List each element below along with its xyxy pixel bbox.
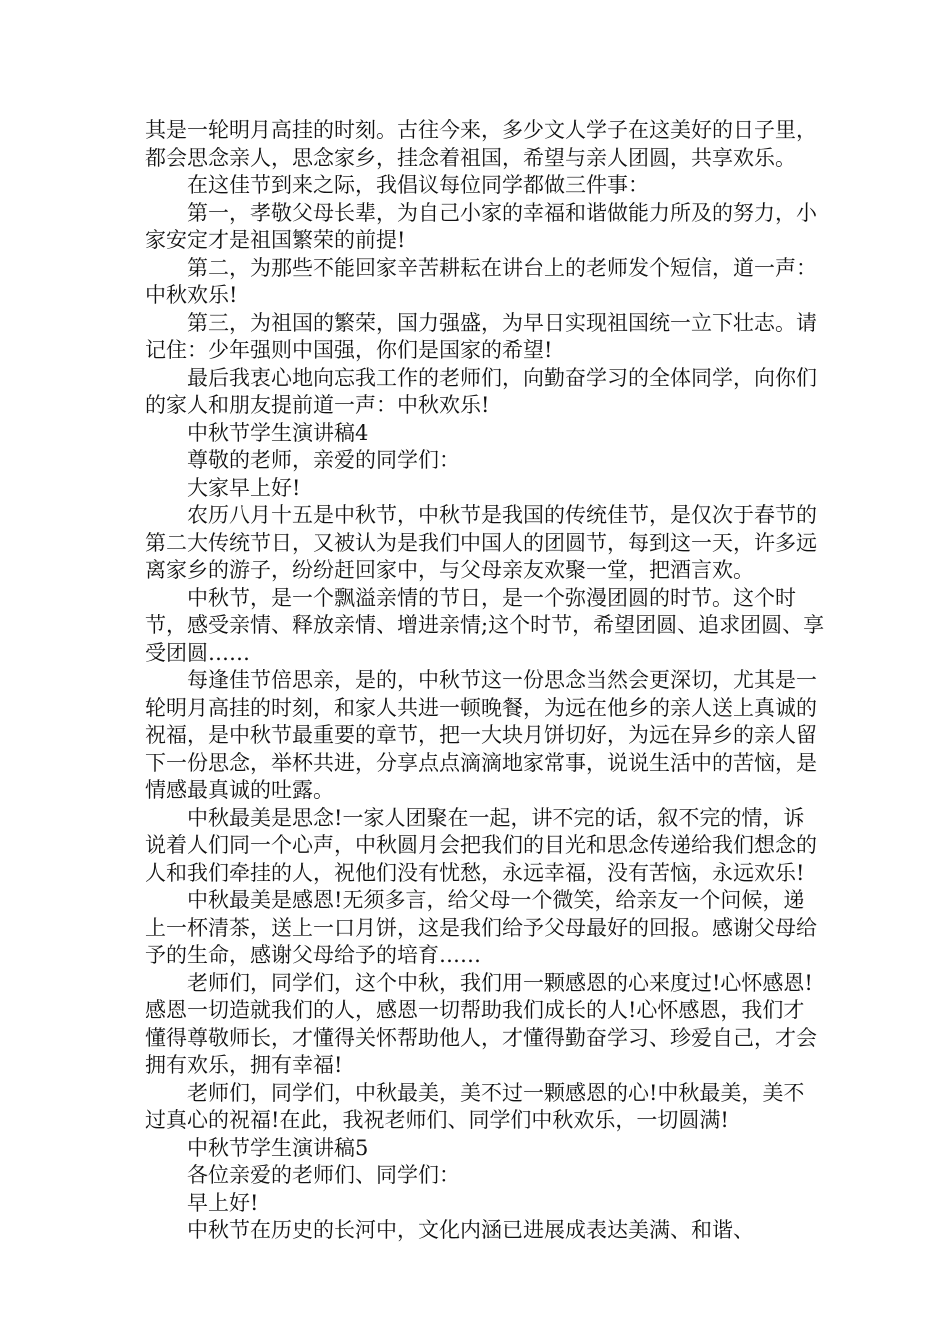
greeting: 大家早上好! <box>187 475 301 500</box>
paragraph-4: 第二，为那些不能回家辛苦耕耘在讲台上的老师发个短信，道一声：中秋欢乐! <box>145 255 817 307</box>
paragraph-5: 第三，为祖国的繁荣，国力强盛，为早日实现祖国统一立下壮志。请记住：少年强则中国强，你们是国家的希望! <box>145 310 817 362</box>
salutation: 尊敬的老师，亲爱的同学们： <box>187 448 460 472</box>
salutation-5: 各位亲爱的老师们、同学们： <box>187 1163 460 1187</box>
paragraph-11: 中秋节，是一个飘溢亲情的节日，是一个弥漫团圆的时节。这个时节，感受亲情、释放亲情、增进亲情;这个时节，希望团圆、追求团圆、享受团圆…… <box>145 585 825 665</box>
section-heading-4: 中秋节学生演讲稿4 <box>187 420 369 445</box>
section-heading-5: 中秋节学生演讲稿5 <box>187 1135 369 1160</box>
paragraph-6: 最后我衷心地向忘我工作的老师们，向勤奋学习的全体同学，向你们的家人和朋友提前道一声：中秋欢乐! <box>145 365 817 417</box>
paragraph-15: 老师们，同学们，这个中秋，我们用一颗感恩的心来度过!心怀感恩!感恩一切造就我们的人，感恩一切帮助我们成长的人!心怀感恩，我们才懂得尊敬师长，才懂得关怀帮助他人，才懂得勤奋学习、珍爱自己，才会拥有欢乐，拥有幸福! <box>145 970 817 1077</box>
paragraph-16: 老师们，同学们，中秋最美，美不过一颗感恩的心!中秋最美，美不过真心的祝福!在此，我祝老师们、同学们中秋欢乐，一切圆满! <box>145 1080 805 1132</box>
greeting-5: 早上好! <box>187 1190 259 1215</box>
paragraph-20: 中秋节在历史的长河中，文化内涵已进展成表达美满、和谐、 <box>187 1218 754 1242</box>
paragraph-12: 每逢佳节倍思亲，是的，中秋节这一份思念当然会更深切，尤其是一轮明月高挂的时刻，和家人共进一顿晚餐，为远在他乡的亲人送上真诚的祝福，是中秋节最重要的章节，把一大块月饼切好，为远在异乡的亲人留下一份思念，举杯共进，分享点点滴滴地家常事，说说生活中的苦恼，是情感最真诚的吐露。 <box>145 668 817 802</box>
paragraph-13: 中秋最美是思念!一家人团聚在一起，讲不完的话，叙不完的情，诉说着人们同一个心声，中秋圆月会把我们的目光和思念传递给我们想念的人和我们牵挂的人，祝他们没有忧愁，永远幸福，没有苦恼，永远欢乐! <box>145 805 817 885</box>
paragraph-3: 第一，孝敬父母长辈，为自己小家的幸福和谐做能力所及的努力，小家安定才是祖国繁荣的前提! <box>145 200 817 252</box>
paragraph-2: 在这佳节到来之际，我倡议每位同学都做三件事： <box>187 173 649 197</box>
document-body <box>145 117 825 1245</box>
paragraph-1: 其是一轮明月高挂的时刻。古往今来，多少文人学子在这美好的日子里，都会思念亲人，思念家乡，挂念着祖国，希望与亲人团圆，共享欢乐。 <box>145 118 817 170</box>
paragraph-14: 中秋最美是感恩!无须多言，给父母一个微笑，给亲友一个问候，递上一杯清茶，送上一口月饼，这是我们给予父母最好的回报。感谢父母给予的生命，感谢父母给予的培育…… <box>145 888 817 967</box>
paragraph-10: 农历八月十五是中秋节，中秋节是我国的传统佳节，是仅次于春节的第二大传统节日，又被认为是我们中国人的团圆节，每到这一天，许多远离家乡的游子，纷纷赶回家中，与父母亲友欢聚一堂，把酒言欢。 <box>145 503 817 582</box>
